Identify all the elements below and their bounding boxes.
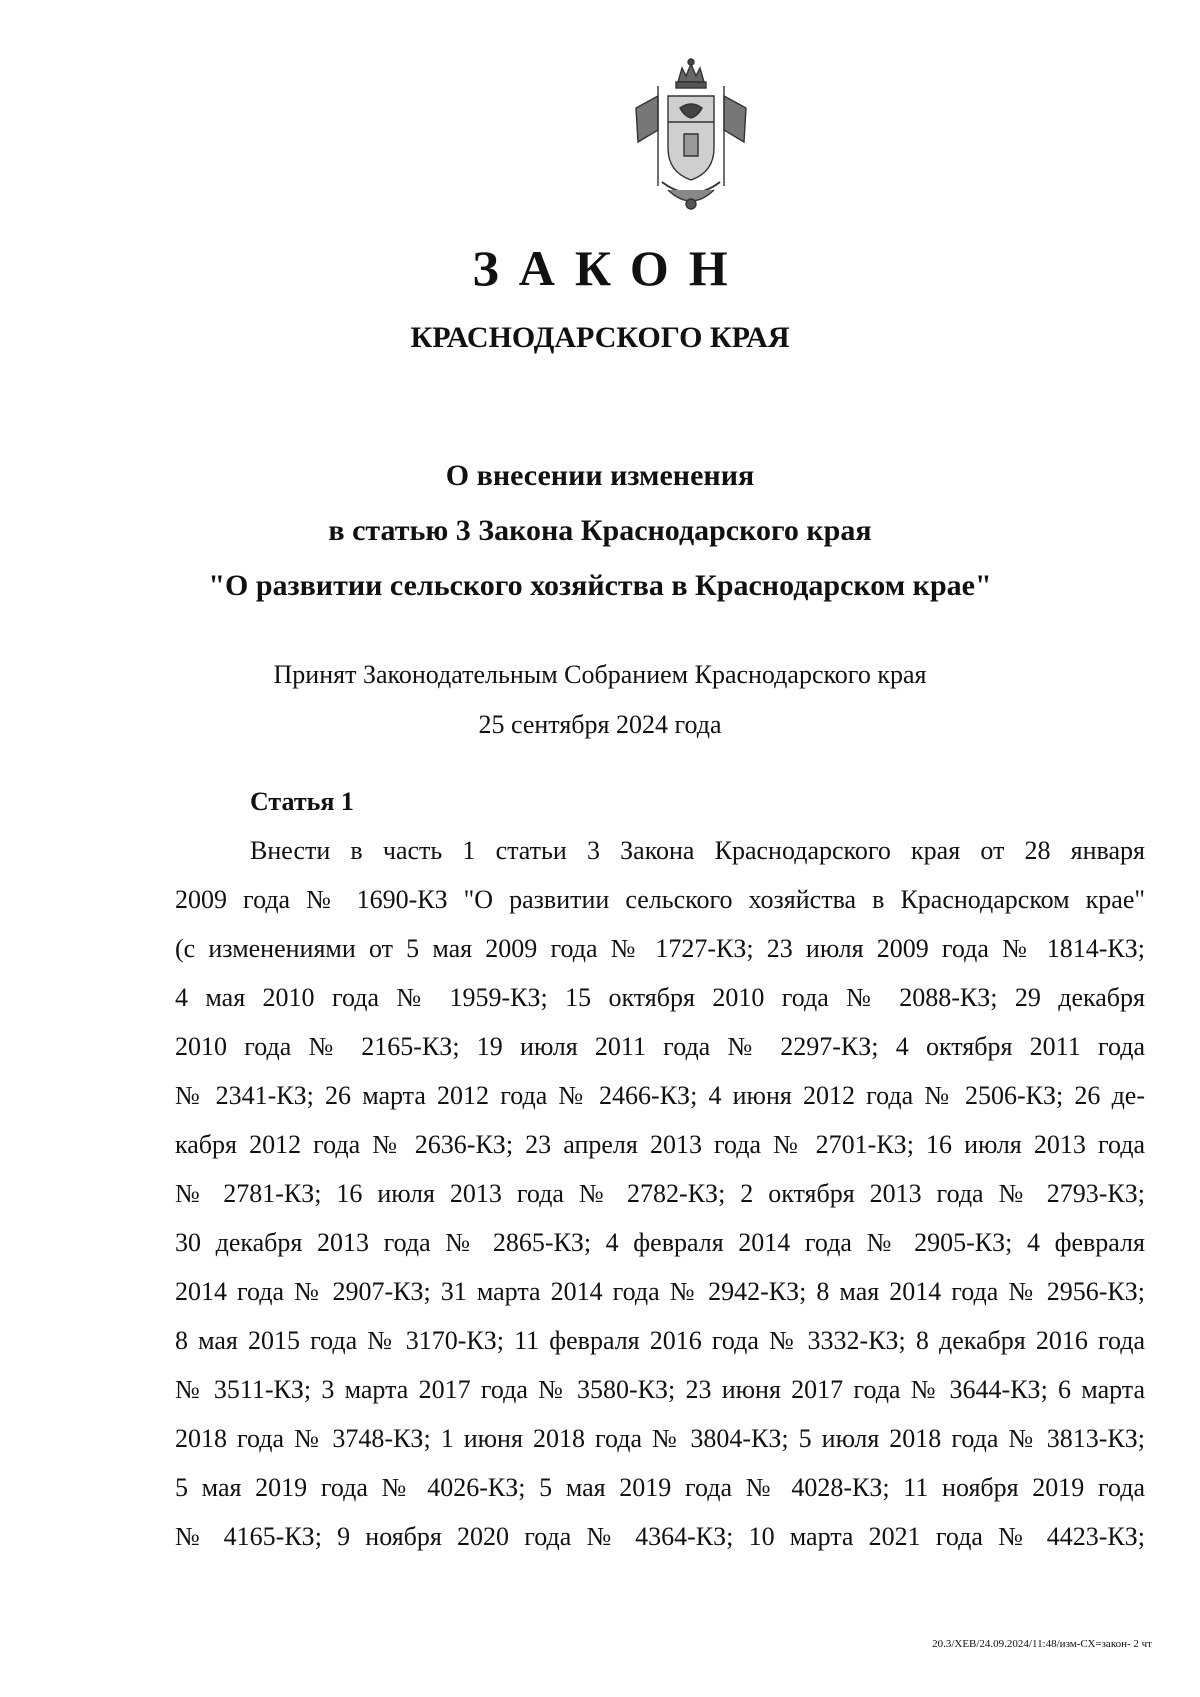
paragraph-line: 5 мая 2019 года № 4026-КЗ; 5 мая 2019 года № 4028-КЗ; 11 ноября 2019 года xyxy=(175,1473,1145,1502)
paragraph-line: № 3511-КЗ; 3 марта 2017 года № 3580-КЗ; 23 июня 2017 года № 3644-КЗ; 6 марта xyxy=(175,1375,1145,1404)
document-registration-code: 20.3/ХЕВ/24.09.2024/11:48/изм-СХ=закон- 2 чт xyxy=(932,1638,1152,1650)
krasnodar-coat-of-arms-icon xyxy=(628,56,754,216)
law-subject xyxy=(0,448,1200,613)
paragraph-line: 2014 года № 2907-КЗ; 31 марта 2014 года № 2942-КЗ; 8 мая 2014 года № 2956-КЗ; xyxy=(175,1277,1145,1306)
law-subject-line: в статью 3 Закона Краснодарского края xyxy=(328,514,872,547)
article-body xyxy=(175,826,1145,1561)
paragraph-line: 8 мая 2015 года № 3170-КЗ; 11 февраля 2016 года № 3332-КЗ; 8 декабря 2016 года xyxy=(175,1326,1145,1355)
paragraph-line: № 4165-КЗ; 9 ноября 2020 года № 4364-КЗ; 10 марта 2021 года № 4423-КЗ; xyxy=(175,1522,1145,1551)
law-title: ЗАКОН xyxy=(472,240,748,296)
law-subject-line: "О развитии сельского хозяйства в Краснодарском крае" xyxy=(208,569,992,602)
paragraph-line: № 2341-КЗ; 26 марта 2012 года № 2466-КЗ; 4 июня 2012 года № 2506-КЗ; 26 де- xyxy=(175,1081,1145,1110)
region-name: КРАСНОДАРСКОГО КРАЯ xyxy=(410,321,790,354)
adoption-date: 25 сентября 2024 года xyxy=(478,710,722,739)
paragraph-line: 4 мая 2010 года № 1959-КЗ; 15 октября 2010 года № 2088-КЗ; 29 декабря xyxy=(175,983,1145,1012)
paragraph-line: 2010 года № 2165-КЗ; 19 июля 2011 года № 2297-КЗ; 4 октября 2011 года xyxy=(175,1032,1145,1061)
adoption-body: Принят Законодательным Собранием Краснодарского края xyxy=(273,660,927,689)
law-subject-line: О внесении изменения xyxy=(445,459,755,492)
paragraph-line: кабря 2012 года № 2636-КЗ; 23 апреля 2013 года № 2701-КЗ; 16 июля 2013 года xyxy=(175,1130,1145,1159)
paragraph-line: № 2781-КЗ; 16 июля 2013 года № 2782-КЗ; 2 октября 2013 года № 2793-КЗ; xyxy=(175,1179,1145,1208)
paragraph-line: (с изменениями от 5 мая 2009 года № 1727-КЗ; 23 июля 2009 года № 1814-КЗ; xyxy=(175,934,1145,963)
paragraph-line: 2018 года № 3748-КЗ; 1 июня 2018 года № 3804-КЗ; 5 июля 2018 года № 3813-КЗ; xyxy=(175,1424,1145,1453)
paragraph-line: 2009 года № 1690-КЗ "О развитии сельского хозяйства в Краснодарском крае" xyxy=(175,885,1145,914)
adoption-note xyxy=(0,650,1200,750)
paragraph-line: 30 декабря 2013 года № 2865-КЗ; 4 февраля 2014 года № 2905-КЗ; 4 февраля xyxy=(175,1228,1145,1257)
paragraph-line: Внести в часть 1 статьи 3 Закона Краснодарского края от 28 января xyxy=(250,836,1145,865)
article-heading: Статья 1 xyxy=(250,787,354,816)
